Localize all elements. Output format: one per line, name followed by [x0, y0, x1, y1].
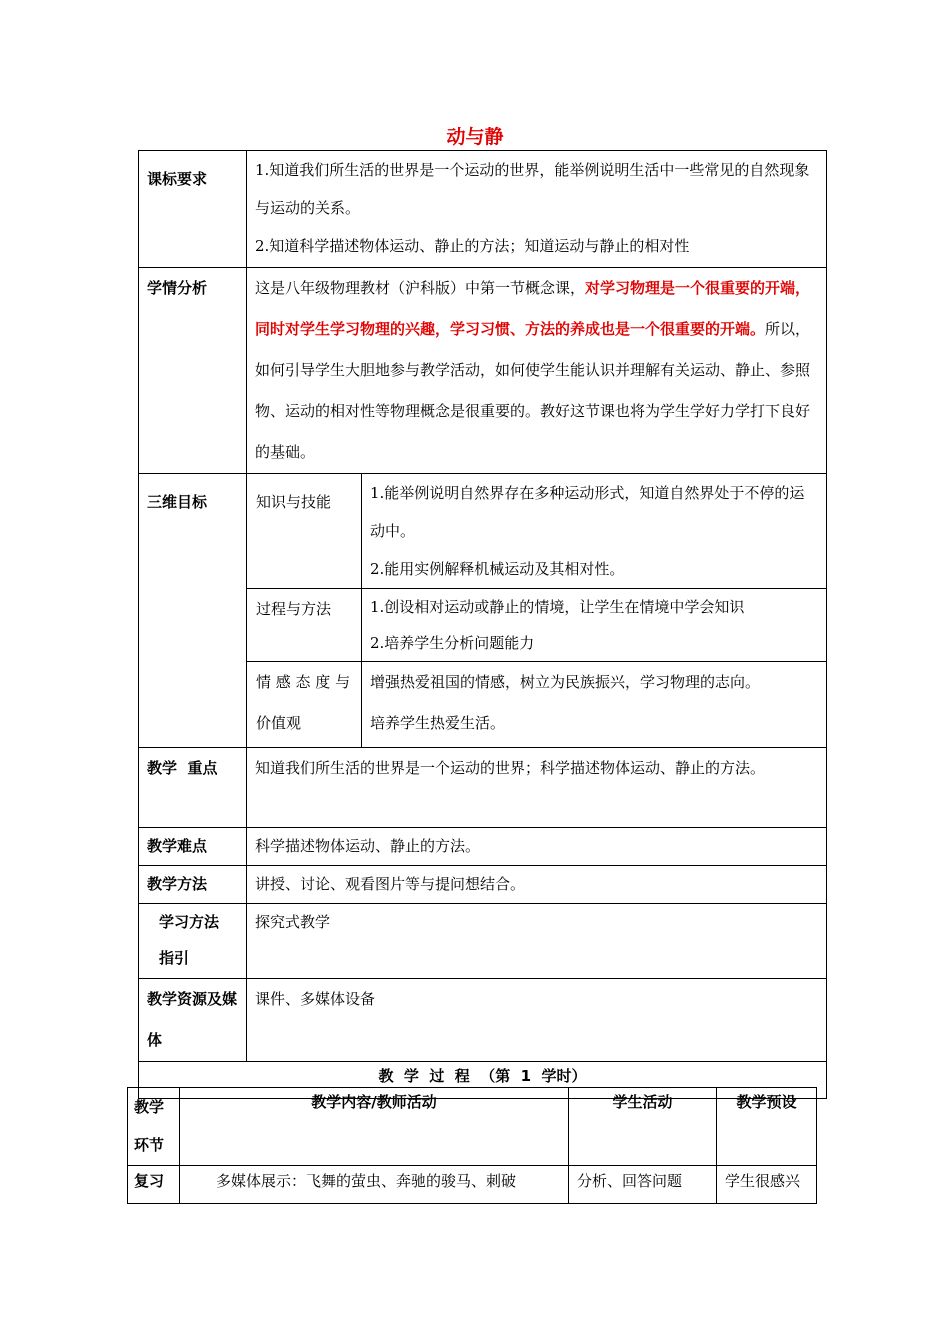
cell-fuxi-student: 分析、回答问题: [569, 1166, 717, 1204]
content-kebiao: [247, 151, 827, 268]
label-xuexi: 学习方法指引: [139, 904, 247, 979]
label-zhishi: 知识与技能: [247, 474, 362, 589]
header-content: 教学内容/教师活动: [180, 1088, 569, 1166]
label-fangfa: 教学方法: [139, 866, 247, 904]
label-guocheng: 过程与方法: [247, 589, 362, 662]
row-zhishi: [139, 474, 827, 589]
guocheng-2: 2.培养学生分析问题能力: [370, 634, 535, 652]
row-xueqing: [139, 268, 827, 474]
label-qinggan: 情 感 态 度 与价值观: [247, 662, 362, 748]
xueqing-text-a: 这是八年级物理教材（沪科版）中第一节概念课，: [255, 279, 586, 297]
process-row-fuxi: [128, 1166, 817, 1204]
process-heading: 教 学 过 程 （第 1 学时）: [139, 1062, 827, 1099]
kebiao-line2: 2.知道科学描述物体运动、静止的方法；知道运动与静止的相对性: [255, 237, 690, 255]
content-fangfa: 讲授、讨论、观看图片等与提问想结合。: [247, 866, 827, 904]
content-ziyuan: 课件、多媒体设备: [247, 979, 827, 1062]
header-preset: 教学预设: [717, 1088, 817, 1166]
label-ziyuan: 教学资源及媒体: [139, 979, 247, 1062]
content-guocheng: [362, 589, 827, 662]
qinggan-1: 增强热爱祖国的情感，树立为民族振兴，学习物理的志向。: [370, 673, 761, 691]
label-kebiao: 课标要求: [139, 151, 247, 268]
row-kebiao: [139, 151, 827, 268]
header-jiaoxue-huanjie: 教学环节: [128, 1088, 180, 1166]
row-xuexi: [139, 904, 827, 979]
row-fangfa: [139, 866, 827, 904]
lesson-plan-table: [138, 150, 827, 1099]
content-xueqing: [247, 268, 827, 474]
cell-fuxi-content: 多媒体展示：飞舞的萤虫、奔驰的骏马、刺破: [180, 1166, 569, 1204]
qinggan-2: 培养学生热爱生活。: [370, 714, 506, 732]
label-nandian: 教学难点: [139, 828, 247, 866]
kebiao-line1: 1.知道我们所生活的世界是一个运动的世界，能举例说明生活中一些常见的自然现象与运动的关系。: [255, 161, 810, 217]
zhishi-2: 2.能用实例解释机械运动及其相对性。: [370, 560, 625, 578]
header-student: 学生活动: [569, 1088, 717, 1166]
process-header-row: [128, 1088, 817, 1166]
row-ziyuan: [139, 979, 827, 1062]
zhishi-1: 1.能举例说明自然界存在多种运动形式，知道自然界处于不停的运动中。: [370, 484, 805, 540]
cell-fuxi-preset: 学生很感兴: [717, 1166, 817, 1204]
content-zhishi: [362, 474, 827, 589]
xueqing-text-highlight: 对学习物理是一个很重要的开端，同时对学生学习物理的兴趣，学习习惯、方法的养成也是一个很重要的开端。: [255, 279, 811, 338]
label-xueqing: 学情分析: [139, 268, 247, 474]
process-table: [127, 1087, 817, 1204]
content-zhongdian: 知道我们所生活的世界是一个运动的世界；科学描述物体运动、静止的方法。: [247, 748, 827, 828]
label-zhongdian: 教学 重点: [139, 748, 247, 828]
guocheng-1: 1.创设相对运动或静止的情境，让学生在情境中学会知识: [370, 598, 745, 616]
content-qinggan: [362, 662, 827, 748]
content-nandian: 科学描述物体运动、静止的方法。: [247, 828, 827, 866]
cell-fuxi: 复习: [128, 1166, 180, 1204]
page-title: 动与静: [446, 126, 504, 148]
content-xuexi: 探究式教学: [247, 904, 827, 979]
label-sanwei: 三维目标: [139, 474, 247, 748]
row-nandian: [139, 828, 827, 866]
row-zhongdian: [139, 748, 827, 828]
xueqing-text-b: 所以，如何引导学生大胆地参与教学活动，如何使学生能认识并理解有关运动、静止、参照物、运动的相对性等物理概念是很重要的。教好这节课也将为学生学好力学打下良好的基础。: [255, 320, 811, 461]
